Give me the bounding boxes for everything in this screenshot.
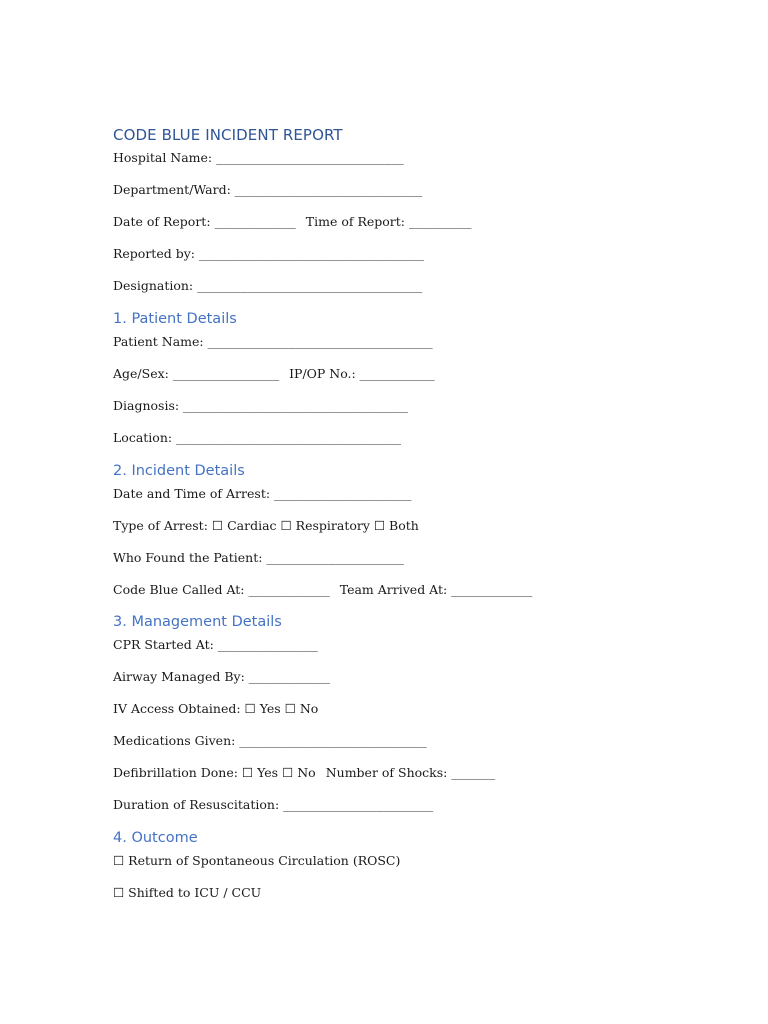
iv-access-field: IV Access Obtained: ☐ Yes ☐ No — [113, 701, 319, 716]
outcome-shifted-option: ☐ Shifted to ICU / CCU — [113, 885, 262, 900]
defibrillation-row — [113, 765, 495, 781]
medications-field: Medications Given: ______________________________ — [113, 733, 427, 748]
age-sex-field: Age/Sex: _________________ — [113, 366, 280, 381]
section-heading-incident: 2. Incident Details — [113, 463, 245, 479]
date-time-arrest-field: Date and Time of Arrest: ______________________ — [113, 486, 412, 501]
type-of-arrest-field: Type of Arrest: ☐ Cardiac ☐ Respiratory ☐ Both — [113, 518, 419, 533]
time-of-report-field: Time of Report: __________ — [305, 214, 472, 229]
team-arrived-field: Team Arrived At: _____________ — [339, 582, 533, 597]
section-heading-patient: 1. Patient Details — [113, 311, 237, 327]
ip-op-field: IP/OP No.: ____________ — [289, 366, 435, 381]
department-field: Department/Ward: ______________________________ — [113, 182, 423, 197]
designation-field: Designation: ____________________________________ — [113, 278, 423, 293]
location-field: Location: ____________________________________ — [113, 430, 402, 445]
section-heading-outcome: 4. Outcome — [113, 830, 198, 846]
hospital-name-field: Hospital Name: ______________________________ — [113, 150, 404, 165]
date-of-report-field: Date of Report: _____________ — [113, 214, 296, 229]
report-title: CODE BLUE INCIDENT REPORT — [113, 126, 343, 144]
section-heading-management: 3. Management Details — [113, 614, 282, 630]
cpr-started-field: CPR Started At: ________________ — [113, 637, 318, 652]
outcome-rosc-option: ☐ Return of Spontaneous Circulation (ROSC) — [113, 853, 401, 868]
reported-by-field: Reported by: ____________________________________ — [113, 246, 424, 261]
defibrillation-field: Defibrillation Done: ☐ Yes ☐ No — [113, 765, 316, 780]
age-sex-ipop-row — [113, 366, 435, 382]
number-of-shocks-field: Number of Shocks: _______ — [325, 765, 496, 780]
diagnosis-field: Diagnosis: ____________________________________ — [113, 398, 409, 413]
duration-field: Duration of Resuscitation: ________________________ — [113, 797, 434, 812]
date-time-report-row — [113, 214, 471, 230]
code-blue-team-row — [113, 582, 532, 598]
code-blue-called-field: Code Blue Called At: _____________ — [113, 582, 330, 597]
airway-field: Airway Managed By: _____________ — [113, 669, 330, 684]
who-found-field: Who Found the Patient: ______________________ — [113, 550, 404, 565]
patient-name-field: Patient Name: ____________________________________ — [113, 334, 433, 349]
